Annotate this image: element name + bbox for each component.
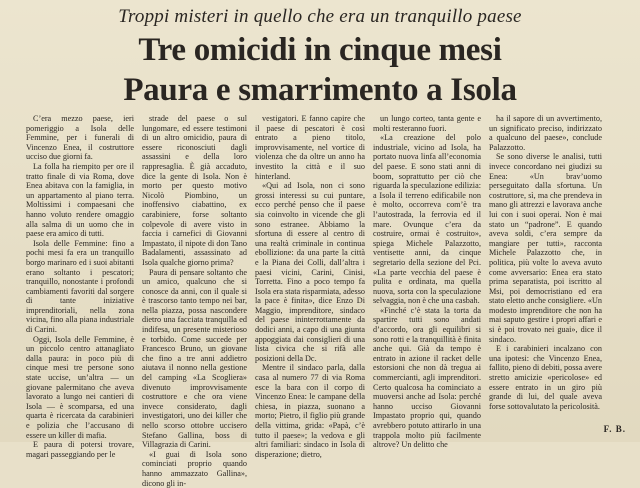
paragraph: «Qui ad Isola, non ci sono grossi interessi su cui puntare, ecco perché penso che il paese sia coinvolto in vicende che gli sono estranee. Abbiamo la sfortuna di essere al centro di una realtà criminale in continua ebollizione: da una parte la città e la Piana dei Colli, dall’altra i paesi vicini, Carini, Cinisi, Torretta. Fino a poco tempo fa Isola era stata risparmiata, adesso la pace è finita», dice Enzo Di Maggio, imprenditore, sindaco del paese ininterrottamente da dodici anni, a capo di una giunta appoggiata dai consiglieri di una lista civica che si rifà alle posizioni della Dc. [255, 181, 365, 363]
paragraph: ha il sapore di un avvertimento, un significato preciso, indirizzato a qualcuno del paese», conclude Palazzotto. [489, 114, 602, 152]
author-signature: F. B. [603, 424, 626, 434]
paragraph: «La creazione del polo industriale, vicino ad Isola, ha portato nuova linfa all’economia del paese. E sono stati anni di boom, soprattutto per ciò che riguarda la speculazione edilizia: a Isola il terreno edificabile non è molto, occorreva com’è tra l’autostrada, la ferrovia ed il mare. Ovunque c’era da costruire, ormai è costruito», spiega Michele Palazzotto, ventisette anni, da cinque segretario della sezione del Pci. «La parte vecchia del paese è pulita e ordinata, ma quella nuova, sorta con la speculazione selvaggia, non è che una casbah. [373, 133, 481, 306]
paragraph: E i carabinieri incalzano con una ipotesi: che Vincenzo Enea, fallito, pieno di debiti, possa avere stretto amicizie «pericolose» ed essere entrato in un giro più grande di lui, del quale aveva forse sottovalutato la pericolosità. [489, 344, 603, 411]
paragraph: Isola delle Femmine: fino a pochi mesi fa era un tranquillo borgo marinaro ed i suoi abitanti erano soltanto i pescatori; tranquillo, nonostante i profondi cambiamenti favoriti dal sorgere di tante iniziative imprenditoriali, nella zona vicina, fino alla piana industriale di Carini. [26, 238, 134, 335]
paragraph: Mentre il sindaco parla, dalla casa al numero 77 di via Roma esce la bara con il corpo di Vincenzo Enea: le campane della chiesa, in piazza, suonano a morto; Pietro, il figlio più grande della vittima, grida: «Papà, c’è tutto il paese»; la vedova e gli altri familiari: sindaco in Isola di disperazione; dietro, [255, 363, 365, 459]
column-4 [369, 114, 485, 488]
paragraph: strade del paese o sul lungomare, ed essere testimoni di un altro omicidio, paura di essere riconosciuti dagli assassini e della loro rappresaglia. È già accaduto, dice la gente di Isola. Non è morto per questo motivo Nicolò Piombino, un inoffensivo ciabattino, ex carabiniere, forse soltanto colpevole di avere visto in faccia i carnefici di Giovanni Impastato, il nipote di don Tano Badalamenti, assassinato ad Isola qualche giorno prima? [142, 114, 247, 267]
paragraph: C’era mezzo paese, ieri pomeriggio a Isola delle Femmine, per i funerali di Vincenzo Enea, il costruttore ucciso due giorni fa. [26, 114, 134, 162]
paragraph: Oggi, Isola delle Femmine, è un piccolo centro attanagliato dalla paura: in poco più di cinque mesi tre persone sono state uccise, un’altra — un giovane palermitano che aveva lavorato a lungo nei cantieri di Isola — è scomparsa, ed una quarta è ricercata da carabinieri e polizia che l’accusano di essere un killer di mafia. [26, 334, 134, 440]
column-5 [485, 114, 606, 488]
paragraph: un lungo corteo, tanta gente e molti resteranno fuori. [373, 114, 481, 133]
paragraph: Paura di pensare soltanto che un amico, qualcuno che si conosce da anni, con il quale si è trascorso tanto tempo nei bar, nella piazza, possa nascondere dietro una facciata tranquilla ed indifesa, un presente misterioso e torbido. Come succede per Francesco Bruno, un giovane che fino a tre anni addietro aiutava il nonno nella gestione del camping «La Scogliera» divenuto improvvisamente costruttore e che ora viene invece considerato, dagli investigatori, uno dei killer che nello scorso ottobre uccisero Stefano Gallina, boss di Villagrazia di Carini. [142, 267, 247, 450]
headline-line-1: Tre omicidi in cinque mesi [138, 32, 502, 68]
paragraph: La folla ha riempito per ore il tratto finale di via Roma, dove Enea abitava con la famiglia, in un appartamento al piano terra. Moltissimi i compaesani che hanno voluto rendere omaggio alla salma di un uomo che in paese era amico di tutti. [26, 161, 134, 239]
article-kicker: Troppi misteri in quello che era un tranquillo paese [118, 6, 522, 27]
headline-line-2: Paura e smarrimento a Isola [123, 72, 517, 108]
column-3 [251, 114, 369, 488]
paragraph: E paura di potersi trovare, magari passeggiando per le [26, 440, 134, 459]
paragraph: «I guai di Isola sono cominciati proprio quando hanno ammazzato Gallina», dicono gli in- [142, 449, 247, 488]
article-body [22, 114, 632, 488]
paragraph: «Finché c’è stata la torta da spartire tutti sono andati d’accordo, ora gli equilibri si sono rotti e la tranquillità è finita anche qui. Già da tempo è entrato in azione il racket delle estorsioni che non dà tregua ai commercianti, agli imprenditori. Certo qualcosa ha cominciato a muoversi anche ad Isola: perché hanno ucciso Giovanni Impastato proprio qui, quando avrebbero potuto attirarlo in una trappola molto più facilmente altrove? Un delitto che [373, 305, 481, 450]
column-1 [22, 114, 138, 488]
paragraph: Se sono diverse le analisi, tutti invece concordano nei giudizi su Enea: «Un bravʼuomo perseguitato dalla sfortuna. Un costruttore, sì, ma che prendeva in mano gli attrezzi e lavorava anche lui con i suoi operai. Non è mai stato un “padrone”. E quando aveva soldi, c’era sempre da mangiare per tutti», racconta Michele Palazzotto che, in politica, più volte lo aveva avuto come avversario: Enea era stato prima separatista, poi iscritto al Msi, poi democristiano ed era stato eletto anche consigliere. «Un modesto imprenditore che non ha mai saputo gestire i propri affari e si è poi trovato nei guai», dice il sindaco. [489, 152, 602, 344]
paragraph: vestigatori. E fanno capire che il paese di pescatori è così entrato a pieno titolo, improvvisamente, nel vortice di violenza che da oltre un anno ha investito la città e il suo hinterland. [255, 114, 365, 181]
column-2 [138, 114, 251, 488]
